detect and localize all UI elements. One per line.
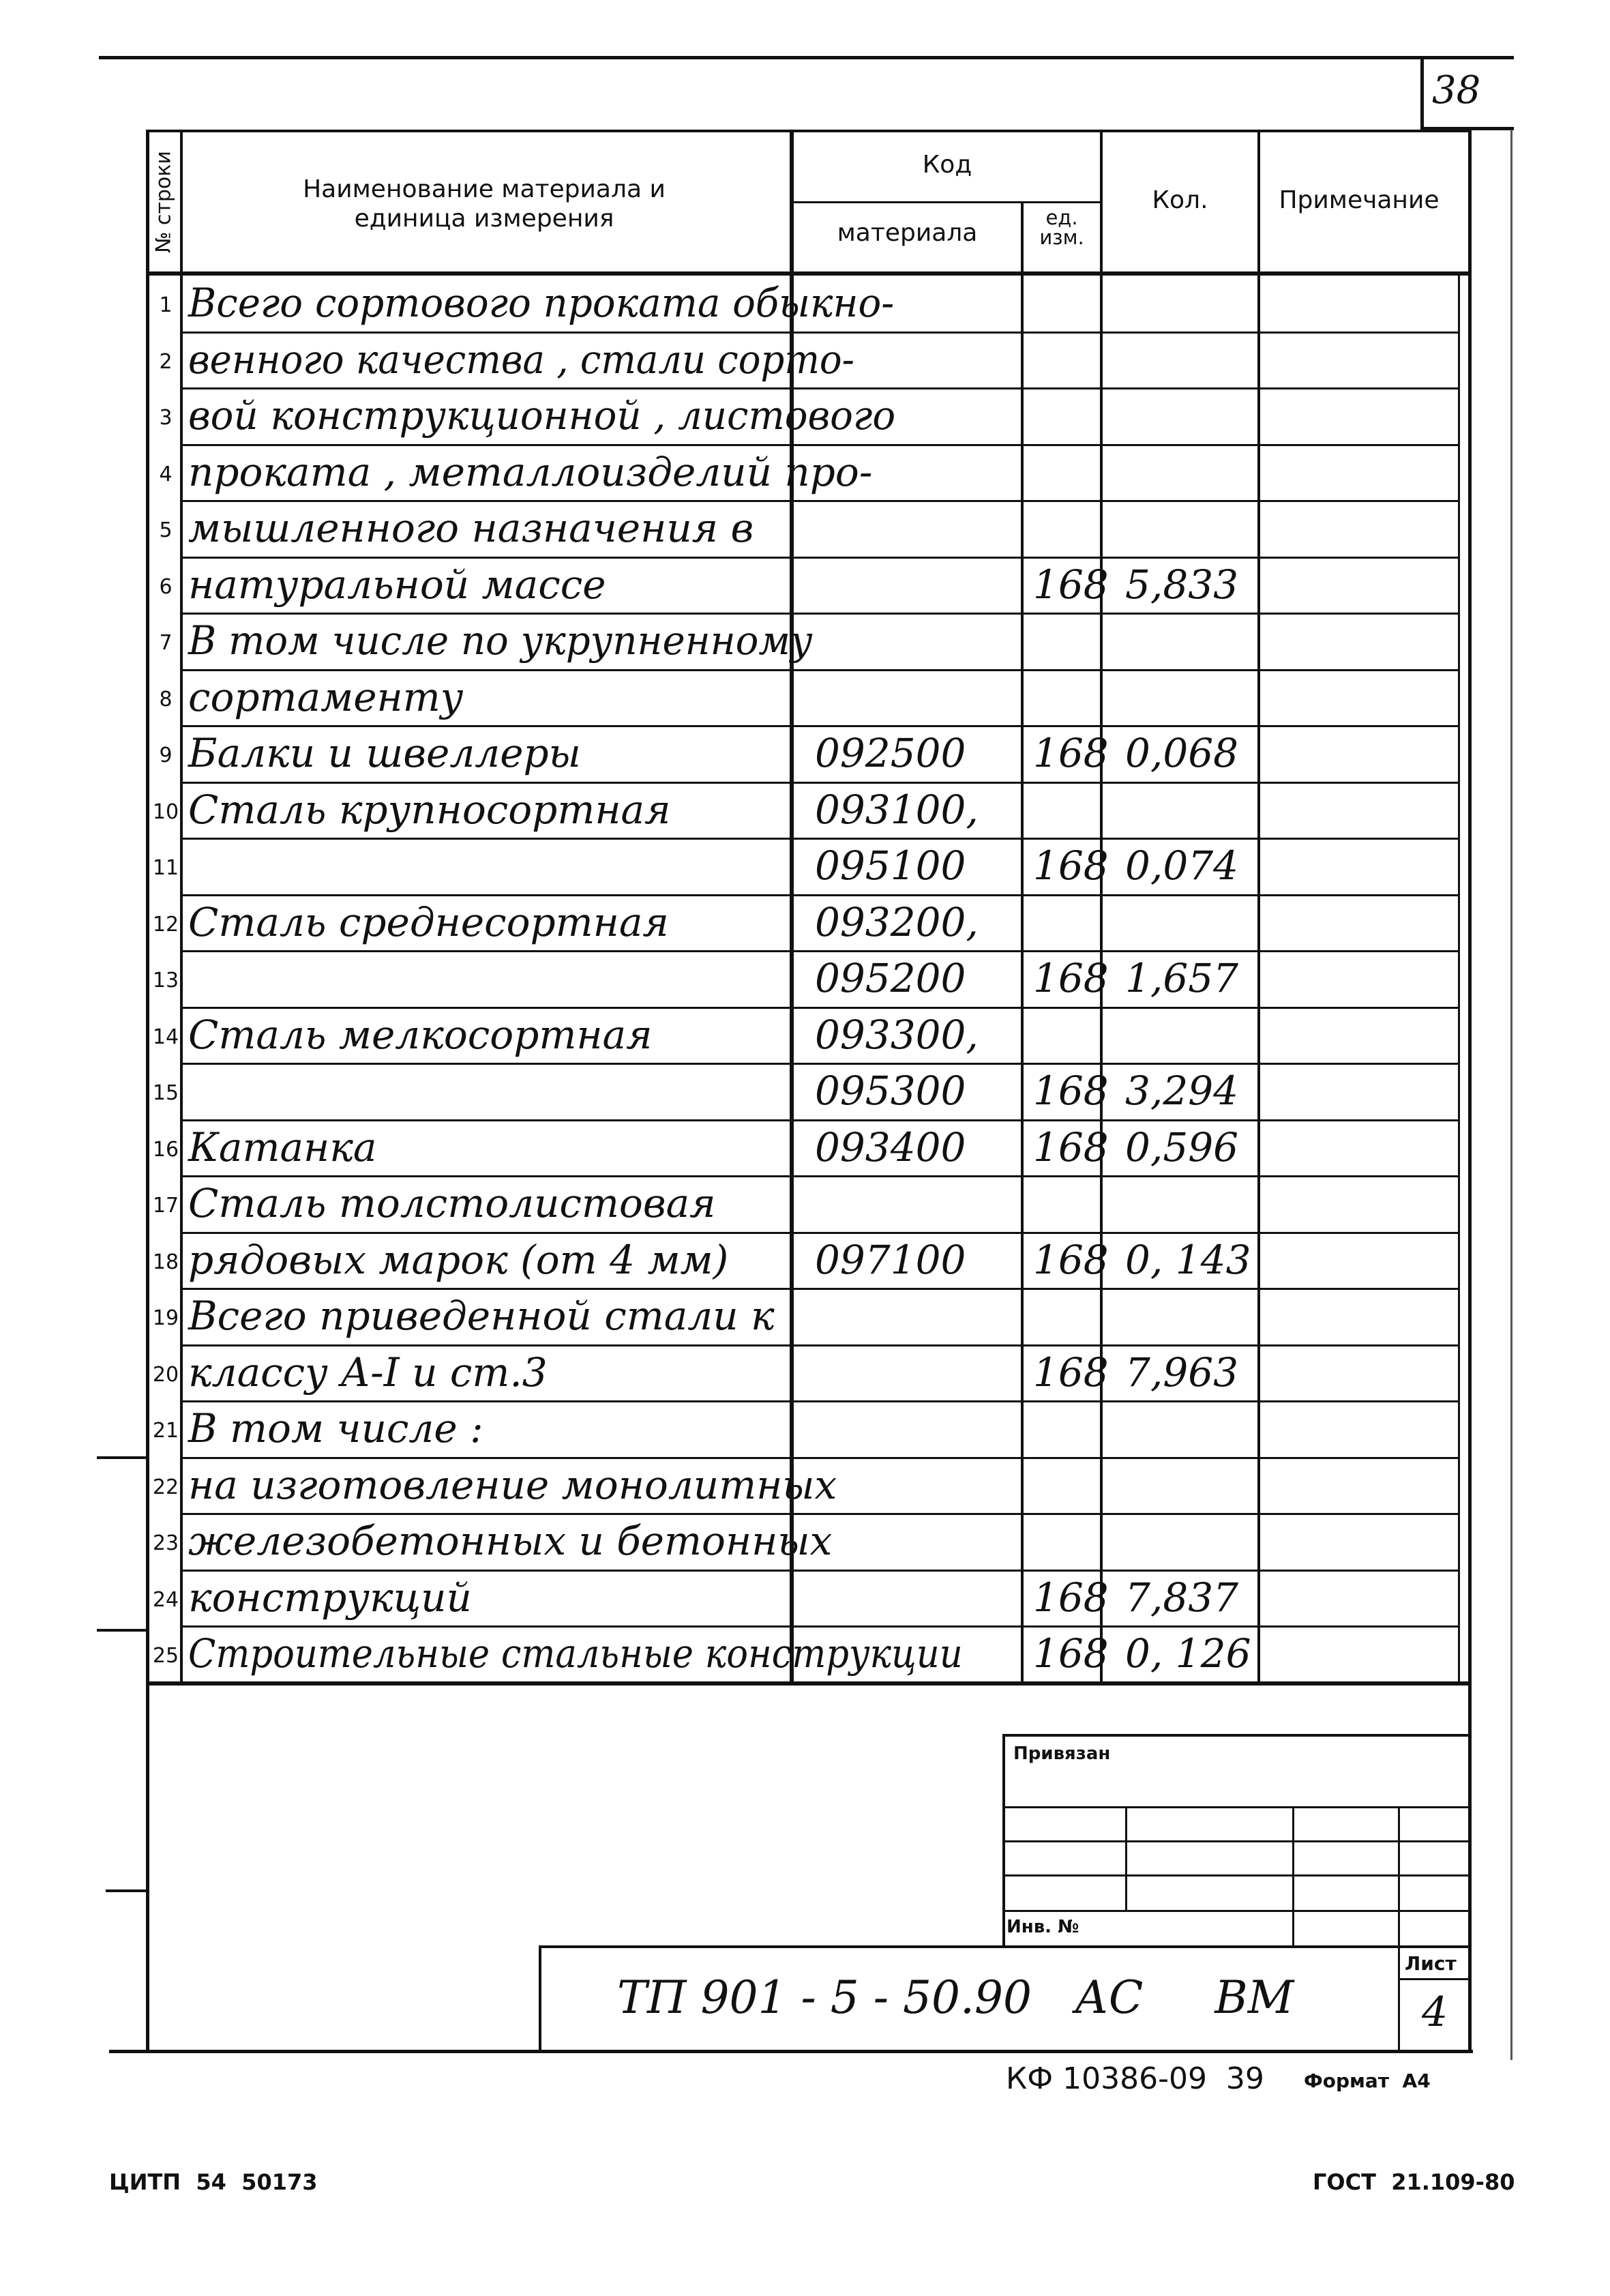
row-number: 16 <box>152 1137 179 1162</box>
row-separator <box>181 557 1459 559</box>
row-unit-code: 168 <box>1033 1236 1109 1283</box>
sheet-number: 4 <box>1422 1988 1448 2036</box>
row-name: В том числе по укрупненному <box>188 617 813 664</box>
gost-reference: ГОСТ 21.109-80 <box>1313 2169 1515 2195</box>
stamp-col-2 <box>1292 1806 1294 1946</box>
row-number: 5 <box>159 518 173 542</box>
left-archive-code: ЦИТП 54 50173 <box>109 2169 318 2195</box>
row-quantity: 7,963 <box>1125 1349 1239 1396</box>
row-material-code: 097100 <box>815 1236 966 1283</box>
top-rule <box>99 56 1514 59</box>
sheet-box-divider <box>1398 1978 1472 1980</box>
stamp-top <box>1002 1734 1472 1737</box>
row-number: 3 <box>159 406 173 430</box>
format-label: Формат А4 <box>1304 2070 1431 2092</box>
row-unit-code: 168 <box>1033 1123 1109 1171</box>
row-material-code: 095300 <box>815 1068 966 1114</box>
row-name: Сталь мелкосортная <box>188 1011 653 1058</box>
order-number: КФ 10386-09 39 <box>1006 2061 1264 2096</box>
row-name: Всего сортового проката обыкно- <box>188 280 895 326</box>
row-name: Сталь крупносортная <box>188 786 671 833</box>
row-material-code: 093200, <box>815 898 979 945</box>
row-number: 19 <box>152 1306 179 1330</box>
row-name: Балки и швеллеры <box>188 730 581 776</box>
row-name: венного качества , стали сорто- <box>188 336 855 383</box>
header-row-number: № строки <box>151 151 176 253</box>
row-number: 20 <box>152 1362 179 1387</box>
row-name: Всего приведенной стали к <box>188 1293 775 1339</box>
stamp-left <box>1002 1734 1005 1945</box>
stamp-row-4 <box>1002 1910 1472 1912</box>
row-separator <box>181 500 1459 502</box>
row-separator <box>181 894 1459 896</box>
sheet-label: Лист <box>1405 1952 1457 1975</box>
header-note: Примечание <box>1279 186 1440 214</box>
row-quantity: 0,074 <box>1125 842 1239 889</box>
row-quantity: 7,837 <box>1125 1574 1239 1621</box>
row-number: 24 <box>152 1587 179 1612</box>
col-sep-qty <box>1257 130 1260 1683</box>
row-name: В том числе : <box>188 1405 483 1452</box>
row-material-code: 092500 <box>815 730 966 776</box>
row-quantity: 0,596 <box>1125 1123 1239 1171</box>
row-separator <box>181 332 1459 334</box>
row-name: сортаменту <box>188 673 464 720</box>
row-unit-code: 168 <box>1033 955 1109 1001</box>
col-sep-unit <box>1100 130 1103 1683</box>
row-unit-code: 168 <box>1033 842 1109 889</box>
header-qty: Кол. <box>1152 186 1208 214</box>
row-separator <box>181 1625 1459 1628</box>
row-separator <box>181 838 1459 840</box>
row-name: на изготовление монолитных <box>188 1461 837 1508</box>
row-number: 2 <box>159 349 173 374</box>
row-unit-code: 168 <box>1033 1349 1109 1396</box>
row-number: 15 <box>152 1081 179 1105</box>
row-quantity: 3,294 <box>1125 1068 1239 1114</box>
row-quantity: 0, 126 <box>1125 1630 1251 1677</box>
row-number: 4 <box>159 462 173 486</box>
col-sep-material <box>1021 201 1024 1683</box>
stamp-col-3 <box>1398 1806 1400 2052</box>
right-margin-line <box>1510 130 1512 2060</box>
margin-mark-2 <box>97 1629 149 1632</box>
row-separator <box>181 1007 1459 1009</box>
drawing-designation: ТП 901 - 5 - 50.90 АС ВМ <box>617 1971 1294 2024</box>
body-bottom-border <box>146 1681 1472 1686</box>
row-number: 13 <box>152 969 179 992</box>
row-name: железобетонных и бетонных <box>188 1518 833 1564</box>
row-quantity: 1,657 <box>1125 955 1239 1001</box>
row-unit-code: 168 <box>1033 1068 1109 1114</box>
row-number: 21 <box>152 1419 179 1443</box>
row-separator <box>181 444 1459 446</box>
row-number: 8 <box>159 687 173 711</box>
row-material-code: 095200 <box>815 955 966 1001</box>
row-name: Сталь среднесортная <box>188 898 669 945</box>
row-number: 18 <box>152 1250 179 1274</box>
row-quantity: 0,068 <box>1125 730 1239 776</box>
margin-mark-3 <box>106 1889 149 1892</box>
row-separator <box>181 1119 1459 1121</box>
stamp-row-1 <box>1002 1806 1472 1808</box>
code-subheader-rule <box>792 201 1101 203</box>
row-number: 12 <box>152 912 179 937</box>
row-number: 9 <box>159 744 173 767</box>
header-material: материала <box>837 219 978 247</box>
row-material-code: 093400 <box>815 1123 966 1171</box>
row-unit-code: 168 <box>1033 1630 1109 1677</box>
row-name: Сталь толстолистовая <box>188 1180 716 1226</box>
row-number: 10 <box>152 799 179 824</box>
table-top-border <box>146 130 1472 132</box>
designation-box-top <box>539 1945 1472 1948</box>
row-name: проката , металлоизделий про- <box>188 448 873 495</box>
row-unit-code: 168 <box>1033 730 1109 776</box>
header-code: Код <box>922 151 972 179</box>
header-name: Наименование материала и единица измерения <box>303 175 666 233</box>
row-name: вой конструкционной , листового <box>188 392 896 439</box>
stamp-inv-label: Инв. № <box>1007 1917 1079 1937</box>
row-separator <box>181 725 1459 727</box>
row-number: 17 <box>152 1194 179 1218</box>
row-name: мышленного назначения в <box>188 505 754 551</box>
row-material-code: 095100 <box>815 842 966 889</box>
margin-bottom-rule <box>109 2050 1473 2053</box>
row-separator <box>181 950 1459 952</box>
row-number: 6 <box>159 574 173 599</box>
row-quantity: 5,833 <box>1125 561 1239 608</box>
row-name: классу А-I и ст.3 <box>188 1349 548 1396</box>
row-number: 1 <box>159 293 173 317</box>
row-separator <box>181 1513 1459 1515</box>
row-number: 23 <box>152 1531 179 1555</box>
row-name: конструкций <box>188 1574 472 1621</box>
row-number: 7 <box>159 631 173 655</box>
header-unit: ед. изм. <box>1039 206 1084 249</box>
row-name: Катанка <box>188 1123 377 1171</box>
row-unit-code: 168 <box>1033 1574 1109 1621</box>
row-number: 25 <box>152 1644 179 1668</box>
row-material-code: 093300, <box>815 1011 979 1058</box>
row-separator <box>181 1175 1459 1177</box>
row-separator <box>181 1232 1459 1234</box>
margin-mark-1 <box>97 1456 149 1459</box>
stamp-row-3 <box>1002 1874 1472 1876</box>
stamp-col-1 <box>1125 1806 1127 1912</box>
row-number: 22 <box>152 1475 179 1499</box>
row-separator <box>181 1457 1459 1459</box>
row-name: натуральной массе <box>188 561 606 608</box>
sheet-corner-number: 38 <box>1432 68 1481 113</box>
row-number: 11 <box>152 856 179 880</box>
table-right-border <box>1468 130 1472 2053</box>
row-separator <box>181 1288 1459 1290</box>
corner-box-left <box>1420 56 1424 130</box>
row-unit-code: 168 <box>1033 561 1109 608</box>
row-separator <box>181 613 1459 615</box>
row-separator <box>181 1400 1459 1402</box>
designation-box-left <box>539 1945 541 2051</box>
row-separator <box>181 1344 1459 1346</box>
row-quantity: 0, 143 <box>1125 1236 1251 1283</box>
row-separator <box>181 1063 1459 1065</box>
header-bottom-border <box>146 271 1472 276</box>
row-separator <box>181 1570 1459 1572</box>
row-number: 14 <box>152 1025 179 1049</box>
row-separator <box>181 669 1459 671</box>
stamp-row-2 <box>1002 1840 1472 1842</box>
row-name: рядовых марок (от 4 мм) <box>188 1236 729 1283</box>
row-name: Строительные стальные конструкции <box>188 1630 963 1677</box>
table-right-inner-border <box>1458 276 1460 1683</box>
row-separator <box>181 387 1459 389</box>
stamp-privyazan-label: Привязан <box>1013 1743 1111 1764</box>
row-separator <box>181 782 1459 784</box>
row-material-code: 093100, <box>815 786 979 833</box>
